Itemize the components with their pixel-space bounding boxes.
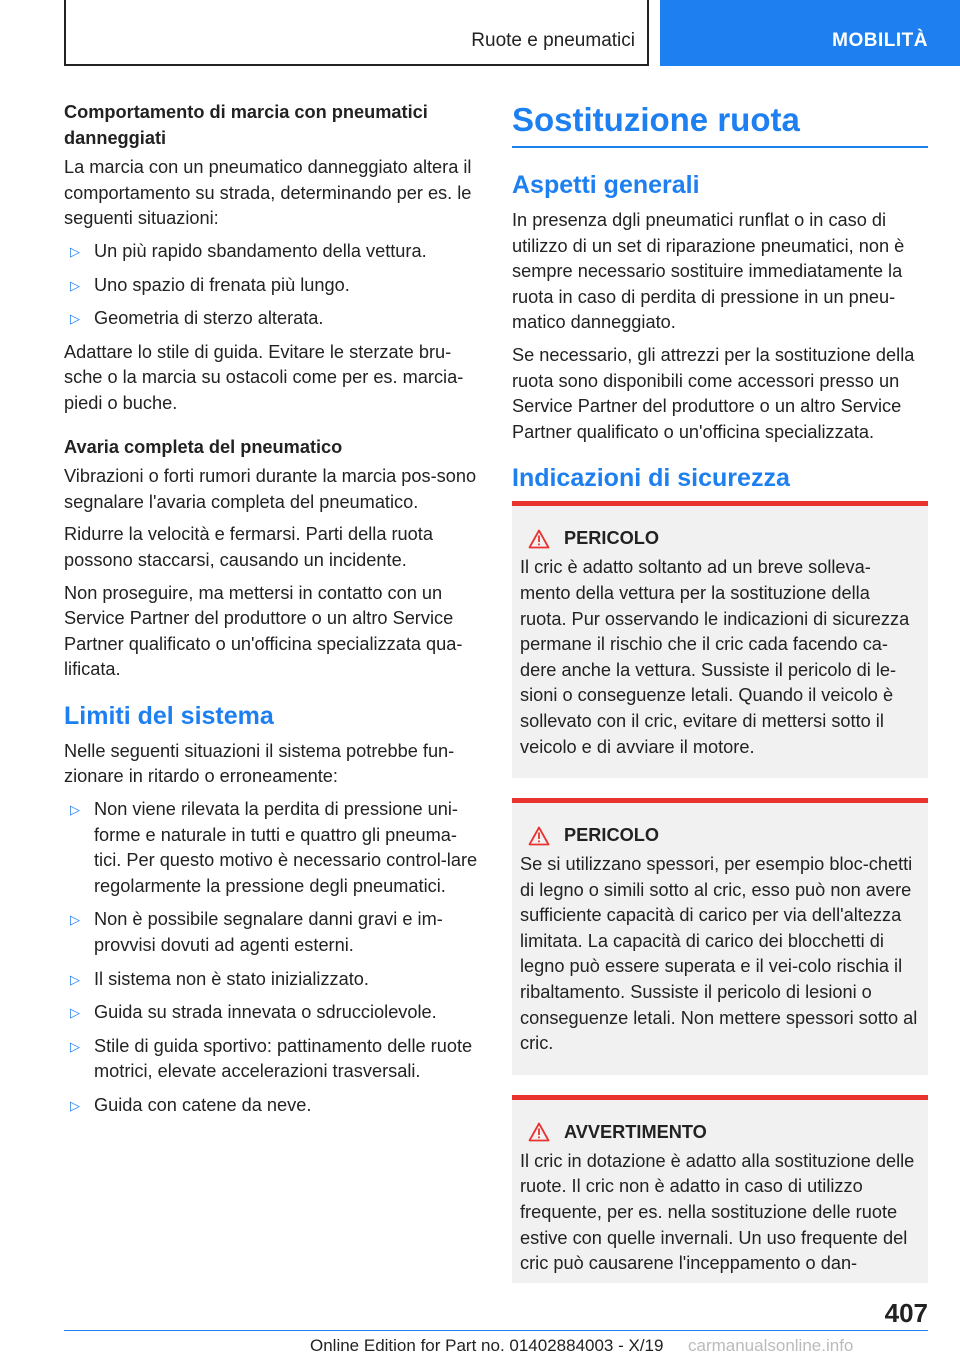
edition-text: Online Edition for Part no. 01402884003 - X/19 — [310, 1336, 664, 1355]
warning-text: Il cric è adatto soltanto ad un breve solleva-mento della vettura per la sostituzione della ruota. Pur osservando le indicazioni di sicurezza permane il rischio che il cric cada facendo ca-dere anche la vettura. Sussiste il pericolo di le-sioni o conseguenze letali. Quando il veicolo è sollevato con il cric, evitare di mettersi sotto il veicolo e di avviare il motore. — [520, 557, 910, 757]
list-item: ▷ Stile di guida sportivo: pattinamento delle ruote motrici, elevate accelerazioni trasversali. — [70, 1035, 473, 1082]
paragraph-general-2: Se necessario, gli attrezzi per la sostituzione della ruota sono disponibili come accessori presso un Service Partner del produttore o un altro Service Partner qualificato o un'officina specializzata. — [512, 344, 915, 442]
warning-box — [512, 1095, 928, 1283]
left-column — [64, 100, 478, 1127]
triangle-right-icon: ▷ — [70, 243, 80, 259]
warning-title: PERICOLO — [564, 825, 659, 846]
heading-wheel-change: Sostituzione ruota — [512, 100, 928, 148]
triangle-right-icon: ▷ — [70, 1038, 80, 1054]
triangle-right-icon: ▷ — [70, 1005, 80, 1021]
warning-triangle-icon — [528, 826, 550, 846]
chapter-title: MOBILITÀ — [832, 30, 928, 51]
page-number: 407 — [884, 1298, 928, 1328]
triangle-right-icon: ▷ — [70, 802, 80, 818]
list-item: ▷ Guida con catene da neve. — [64, 1093, 478, 1119]
paragraph-failure-3: Non proseguire, ma mettersi in contatto con un Service Partner del produttore o un altro Service Partner qualificato o un'officina specializzata qua-lificata. — [64, 582, 463, 680]
warning-triangle-icon — [528, 529, 550, 549]
warning-box — [512, 501, 928, 778]
list-item: ▷ Geometria di sterzo alterata. — [64, 306, 478, 332]
triangle-right-icon: ▷ — [70, 971, 80, 987]
heading-safety: Indicazioni di sicurezza — [512, 464, 790, 493]
warning-box — [512, 798, 928, 1075]
section-title: Ruote e pneumatici — [471, 30, 635, 51]
chapter-tab — [660, 0, 960, 66]
triangle-right-icon: ▷ — [70, 277, 80, 293]
right-column — [512, 100, 928, 1283]
watermark-text: carmanualsonline.info — [688, 1336, 854, 1355]
paragraph-general-1: In presenza dgli pneumatici runflat o in caso di utilizzo di un set di riparazione pneumatici, non è sempre necessario sostituire immediatamente la ruota in caso di perdita di pressione in un pneu-matico danneggiato. — [512, 210, 905, 333]
page-header — [0, 0, 960, 66]
heading-tire-failure: Avaria completa del pneumatico — [64, 436, 343, 457]
paragraph-failure-1: Vibrazioni o forti rumori durante la marcia pos-sono segnalare l'avaria completa del pneumatico. — [64, 466, 477, 512]
list-item: ▷ Non è possibile segnalare danni gravi e im-provvisi dovuti ad agenti esterni. — [70, 909, 443, 956]
triangle-right-icon: ▷ — [70, 912, 80, 928]
list-item: ▷ Un più rapido sbandamento della vettura. — [64, 239, 478, 265]
heading-damaged-tires: Comportamento di marcia con pneumatici danneggiati — [64, 102, 428, 148]
list-item: ▷ Uno spazio di frenata più lungo. — [64, 273, 478, 299]
warning-title: PERICOLO — [564, 528, 659, 549]
paragraph-damaged-tires: La marcia con un pneumatico danneggiato altera il comportamento su strada, determinando per es. le seguenti situazioni: — [64, 157, 472, 229]
paragraph-system-limits: Nelle seguenti situazioni il sistema potrebbe fun-zionare in ritardo o erroneamente: — [64, 740, 455, 787]
triangle-right-icon: ▷ — [70, 1098, 80, 1113]
paragraph-adapt-driving: Adattare lo stile di guida. Evitare le sterzate bru-sche o la marcia su ostacoli come per es. marcia-piedi o buche. — [64, 341, 464, 413]
damaged-effects-list — [64, 239, 478, 332]
list-item: ▷ Non viene rilevata la perdita di pressione uni-forme e naturale in tutti e quattro gli pneuma-tici. Per questo motivo è necessario control-lare regolarmente la pressione degli pneumatici. — [70, 799, 478, 896]
limits-list — [64, 797, 478, 1119]
footer-divider — [64, 1330, 862, 1331]
list-item: ▷ Il sistema non è stato inizializzato. — [64, 967, 478, 993]
warning-text: Il cric in dotazione è adatto alla sostituzione delle ruote. Il cric non è adatto in caso di utilizzo frequente, per es. nella sostituzione delle ruote estive con quelle invernali. Un uso frequente del cric può causarene l'inceppamento o dan- — [520, 1150, 915, 1274]
paragraph-failure-2: Ridurre la velocità e fermarsi. Parti della ruota possono staccarsi, causando un incidente. — [64, 524, 433, 570]
heading-general: Aspetti generali — [512, 171, 700, 199]
triangle-right-icon: ▷ — [70, 311, 80, 327]
warning-title: AVVERTIMENTO — [564, 1121, 707, 1142]
section-tab — [64, 0, 649, 66]
list-item: ▷ Guida su strada innevata o sdrucciolevole. — [64, 1000, 478, 1026]
heading-system-limits: Limiti del sistema — [64, 701, 274, 730]
warning-triangle-icon — [528, 1122, 550, 1142]
footer-divider — [862, 1330, 928, 1331]
warning-text: Se si utilizzano spessori, per esempio bloc-chetti di legno o simili sotto al cric, esso può non avere sufficiente capacità di carico per via dell'altezza limitata. La capacità di carico dei blocchetti di legno può essere superata e il vei-colo rischia il ribaltamento. Sussiste il pericolo di lesioni o conseguenze letali. Non mettere spessori sotto al cric. — [520, 854, 918, 1054]
